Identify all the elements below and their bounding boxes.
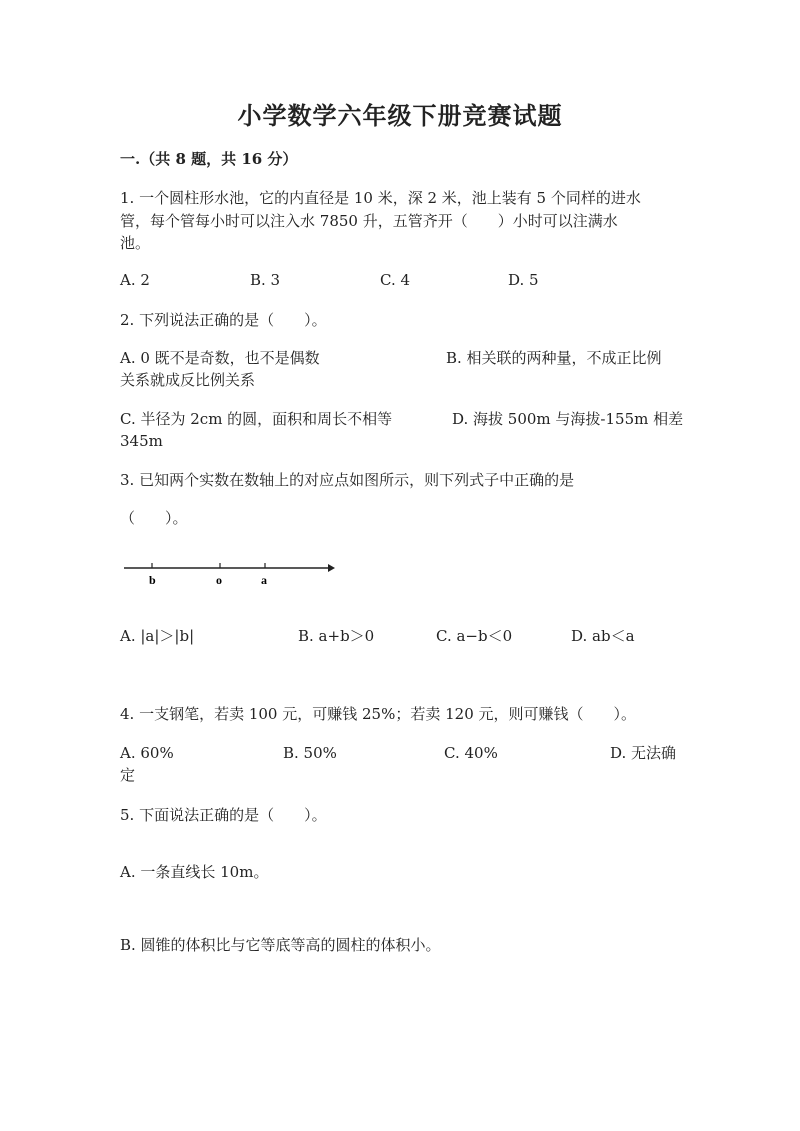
question-2-option-b-continued: 关系就成反比例关系	[120, 371, 256, 389]
question-3-option-b[interactable]: B. a+b＞0	[298, 627, 375, 645]
axis-label-o: o	[216, 573, 222, 587]
question-4-option-a[interactable]: A. 60%	[120, 744, 174, 762]
question-2-option-d[interactable]: D. 海拔 500m 与海拔-155m 相差	[452, 410, 684, 428]
question-4-option-b[interactable]: B. 50%	[283, 744, 337, 762]
question-1-option-d[interactable]: D. 5	[508, 271, 539, 289]
question-4-option-d[interactable]: D. 无法确	[610, 744, 677, 762]
axis-label-b: b	[149, 573, 156, 587]
question-1-option-b[interactable]: B. 3	[250, 271, 281, 289]
number-line-figure	[124, 556, 336, 590]
question-3-option-a[interactable]: A. |a|＞|b|	[120, 627, 195, 645]
question-2-option-a[interactable]: A. 0 既不是奇数，也不是偶数	[120, 349, 320, 367]
question-1-option-c[interactable]: C. 4	[380, 271, 411, 289]
question-5-stem: 5. 下面说法正确的是（ ）。	[120, 806, 327, 824]
question-2-option-d-continued: 345m	[120, 432, 163, 450]
question-3-option-c[interactable]: C. a−b＜0	[436, 627, 513, 645]
question-5-option-a[interactable]: A. 一条直线长 10m。	[120, 863, 269, 881]
question-3-stem: 3. 已知两个实数在数轴上的对应点如图所示，则下列式子中正确的是	[120, 471, 575, 489]
question-4-stem: 4. 一支钢笔，若卖 100 元，可赚钱 25%；若卖 120 元，则可赚钱（ ）。	[120, 705, 637, 723]
question-1-line-2: 管，每个管每小时可以注入水 7850 升，五管齐开（ ）小时可以注满水	[120, 212, 618, 230]
question-4-option-d-continued: 定	[120, 766, 136, 784]
question-3-blank: （ ）。	[120, 509, 188, 527]
question-1-option-a[interactable]: A. 2	[120, 271, 150, 289]
question-2-option-b[interactable]: B. 相关联的两种量，不成正比例	[446, 349, 662, 367]
question-4-option-c[interactable]: C. 40%	[444, 744, 498, 762]
section-header: 一.（共 8 题，共 16 分）	[120, 150, 298, 168]
question-2-option-c[interactable]: C. 半径为 2cm 的圆，面积和周长不相等	[120, 410, 393, 428]
axis-label-a: a	[261, 573, 267, 587]
question-1-line-1: 1. 一个圆柱形水池，它的内直径是 10 米，深 2 米，池上装有 5 个同样的进水	[120, 189, 641, 207]
page-title: 小学数学六年级下册竞赛试题	[237, 101, 563, 130]
question-2-stem: 2. 下列说法正确的是（ ）。	[120, 311, 327, 329]
question-1-line-3: 池。	[120, 234, 151, 252]
question-3-option-d[interactable]: D. ab＜a	[571, 627, 635, 645]
number-line-arrow	[328, 564, 335, 572]
question-5-option-b[interactable]: B. 圆锥的体积比与它等底等高的圆柱的体积小。	[120, 936, 441, 954]
